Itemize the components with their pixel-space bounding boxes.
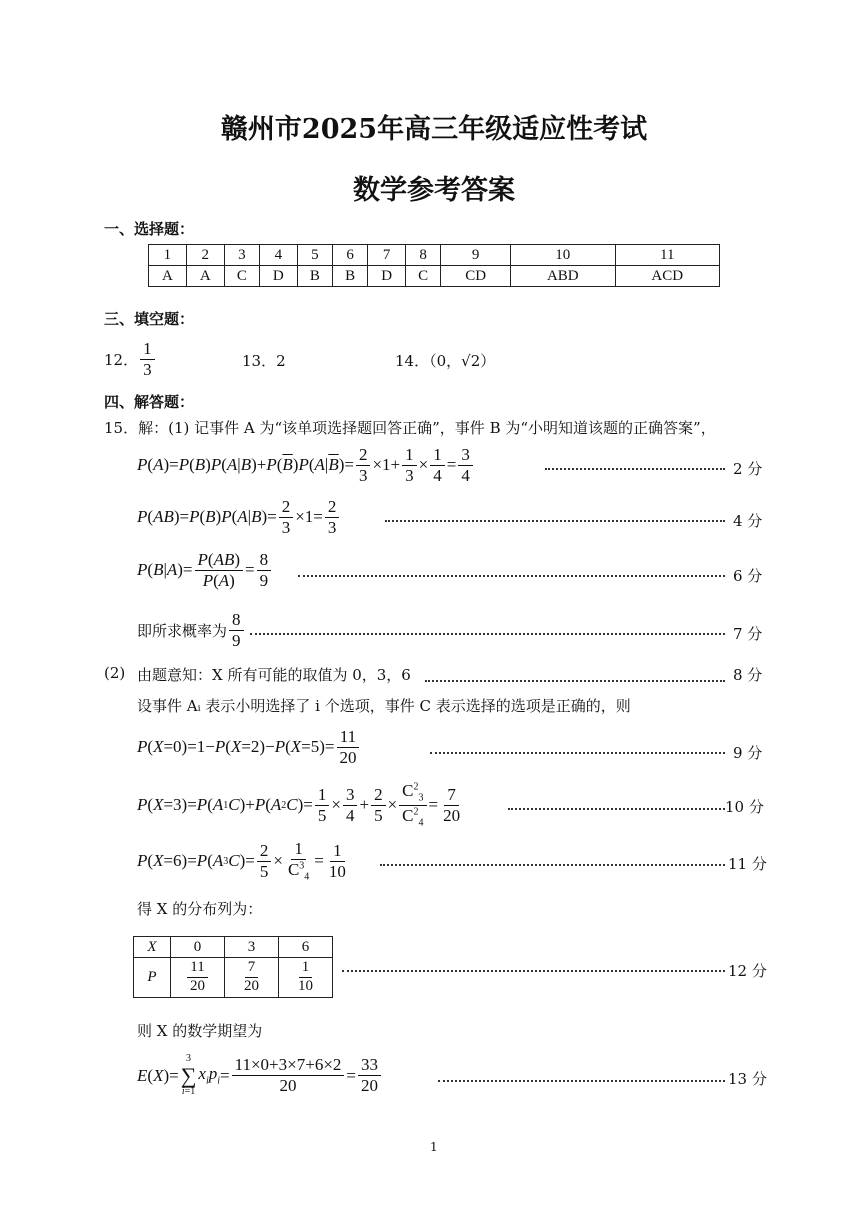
answer-q13: 13．2	[242, 352, 286, 370]
dist-header: 6	[279, 937, 333, 958]
answer-cell: D	[368, 266, 406, 287]
answer-table-numbers	[149, 245, 720, 266]
conclusion-label: 即所求概率为	[137, 621, 228, 640]
score-mark: 11 分	[728, 855, 767, 873]
answer-cell: A	[186, 266, 224, 287]
dist-row-label: P	[134, 958, 171, 998]
answer-cell: ACD	[615, 266, 720, 287]
answer-cell: A	[149, 266, 187, 287]
dist-header: 3	[225, 937, 279, 958]
answer-table	[148, 244, 720, 287]
distribution-table	[133, 936, 333, 998]
formula-px6: P ( X =6)= P ( A 3 C )= $\frac{2}{5}$ × $\frac{1}{C^3_4}$ = $\frac{1}{10}$	[137, 839, 346, 883]
expect-label: 则 X 的数学期望为	[137, 1022, 263, 1040]
dist-header: 0	[171, 937, 225, 958]
q15-conclusion: 即所求概率为 $\frac{8}{9}$	[137, 611, 246, 650]
page-number: 1	[430, 1140, 438, 1154]
score-mark: 6 分	[733, 567, 763, 585]
dot-leader	[508, 808, 725, 810]
question-number: 4	[259, 245, 297, 266]
formula-expectation: E ( X )= 3 ∑ i=1 $x_ip_i$ = $\frac{11\times 0+3\times 7+6\times 2}{20}$ = $\frac{33}{20}$	[137, 1054, 383, 1097]
answer-cell: CD	[441, 266, 511, 287]
dot-leader	[430, 752, 725, 754]
answer-cell: ABD	[511, 266, 615, 287]
q12-numerator: 1	[140, 340, 155, 360]
dot-leader	[380, 864, 725, 866]
formula-pa: P ( A )= P ( B ) P ( A | B )+ P ( $\overline{B}$ ) P ( A | $\overline{B}$ )= $\frac{2}{3}$ ×1+ $\frac{1}{3}$ × $\frac{1}{4}$ = $\frac{3}{4}$	[137, 446, 475, 485]
dot-leader	[425, 680, 725, 682]
score-mark: 9 分	[733, 744, 763, 762]
question-number: 1	[149, 245, 187, 266]
section-fill-in: 三、填空题：	[104, 310, 195, 328]
dist-prob: $\frac{7}{20}$	[225, 958, 279, 998]
dot-leader	[545, 468, 725, 470]
answer-cell: B	[332, 266, 367, 287]
dist-label: 得 X 的分布列为：	[137, 900, 263, 918]
formula-pab: P ( AB )= P ( B ) P ( A | B )= $\frac{2}{3}$ ×1= $\frac{2}{3}$	[137, 498, 341, 537]
question-number: 6	[332, 245, 367, 266]
question-number: 2	[186, 245, 224, 266]
answer-cell: C	[224, 266, 259, 287]
formula-px3: P ( X =3)= P ( A 1 C )+ P ( A 2 C )= $\frac{1}{5}$ × $\frac{3}{4}$ + $\frac{2}{5}$ × $\frac{C^2_3}{C^2_4}$ = $\frac{7}{20}$	[137, 781, 461, 829]
q12-denominator: 3	[143, 359, 152, 379]
answer-cell: C	[406, 266, 441, 287]
score-mark: 13 分	[728, 1070, 767, 1088]
question-number: 3	[224, 245, 259, 266]
dist-prob: $\frac{11}{20}$	[171, 958, 225, 998]
page-title: 赣州市2025年高三年级适应性考试	[220, 114, 648, 145]
answer-q12	[104, 340, 157, 379]
formula-px0: P ( X =0)=1− P ( X =2)− P ( X =5)= $\frac{11}{20}$	[137, 728, 361, 767]
dist-header: X	[134, 937, 171, 958]
answer-table-answers	[149, 266, 720, 287]
answer-cell: B	[297, 266, 332, 287]
score-mark: 10 分	[725, 798, 764, 816]
formula-pba: P ( B | A )= $\frac{P(AB)}{P(A)}$ = $\frac{8}{9}$	[137, 551, 273, 590]
q12-label: 12．	[104, 350, 139, 369]
question-number: 9	[441, 245, 511, 266]
dot-leader	[385, 520, 725, 522]
define-text: 设事件 Aᵢ 表示小明选择了 i 个选项，事件 C 表示选择的选项是正确的，则	[137, 697, 631, 715]
page-subtitle: 数学参考答案	[353, 175, 515, 206]
answer-q14: 14．（0，√2）	[395, 352, 496, 370]
question-number: 5	[297, 245, 332, 266]
dot-leader	[298, 575, 725, 577]
part2-label: (2)	[104, 664, 126, 682]
q12-fraction	[140, 340, 155, 379]
dist-prob: $\frac{1}{10}$	[279, 958, 333, 998]
dot-leader	[342, 970, 725, 972]
score-mark: 8 分	[733, 666, 763, 684]
question-number: 11	[615, 245, 720, 266]
dot-leader	[250, 633, 725, 635]
dot-leader	[438, 1080, 725, 1082]
answer-cell: D	[259, 266, 297, 287]
score-mark: 4 分	[733, 512, 763, 530]
score-mark: 12 分	[728, 962, 767, 980]
question-number: 7	[368, 245, 406, 266]
q15-intro: 15．解：(1) 记事件 A 为“该单项选择题回答正确”，事件 B 为“小明知道该题的正确答案”，	[104, 419, 716, 437]
section-multiple-choice: 一、选择题：	[104, 220, 195, 238]
question-number: 8	[406, 245, 441, 266]
score-mark: 7 分	[733, 625, 763, 643]
part2-text: 由题意知：X 所有可能的取值为 0，3，6	[137, 666, 411, 684]
score-mark: 2 分	[733, 460, 763, 478]
question-number: 10	[511, 245, 615, 266]
section-solutions: 四、解答题：	[104, 393, 195, 411]
